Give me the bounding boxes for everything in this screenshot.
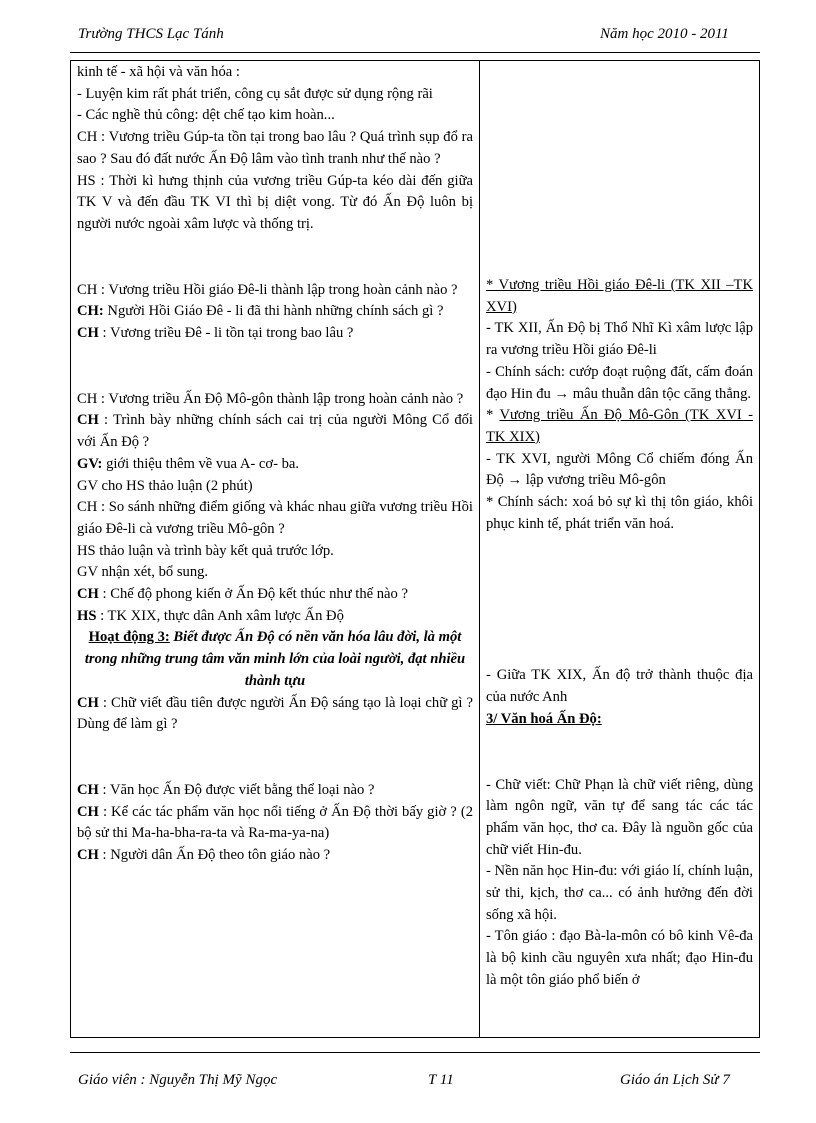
question-literature-works	[77, 802, 473, 845]
question-label: CH	[77, 803, 99, 820]
activity-objective: Biết được Ấn Độ có nền văn hóa lâu đời, là một trong những trung tâm văn minh lớn của loài người, đạt nhiều thành tựu	[84, 629, 466, 689]
literature-note: - Nền năn học Hin-đu: với giáo lí, chính luận, sử thi, kịch, thơ ca... có ảnh hưởng đến đời sống xã hội.	[486, 863, 753, 923]
student-answer-colonial	[77, 606, 473, 628]
teacher-discussion: GV cho HS thảo luận (2 phút)	[77, 477, 253, 494]
mughal-heading-text: Vương triều Ấn Độ Mô-Gôn (TK XVI - TK XIX)	[486, 407, 754, 445]
left-column	[71, 61, 480, 1038]
question-text: : Kể các tác phẩm văn học nổi tiếng ở Ấn Độ thời bấy giờ ? (2 bộ sử thi Ma-ha-bha-ra-ta và Ra-ma-ya-na)	[77, 803, 473, 842]
bullet-star: *	[486, 407, 500, 424]
question-label: CH	[77, 586, 99, 603]
student-text: : TK XIX, thực dân Anh xâm lược Ấn Độ	[96, 607, 344, 624]
question-label: CH	[77, 847, 99, 864]
question-gupta-duration: CH : Vương triều Gúp-ta tồn tại trong bao lâu ? Quá trình sụp đổ ra sao ? Sau đó đất nước Ấn Độ lâm vào tình tranh như thế nào ?	[77, 129, 473, 167]
student-discussion: HS thảo luận và trình bày kết quả trước lớp.	[77, 542, 334, 559]
question-text: : Người dân Ấn Độ theo tôn giáo nào ?	[98, 847, 331, 864]
mughal-policy-note: * Chính sách: xoá bỏ sự kì thị tôn giáo, khôi phục kinh tế, phát triển văn hoá.	[486, 494, 753, 532]
question-label: CH	[77, 325, 99, 342]
header-year: Năm học 2010 - 2011	[600, 26, 729, 42]
question-mughal-founding: CH : Vương triều Ấn Độ Mô-gôn thành lập trong hoàn cảnh nào ?	[77, 390, 464, 407]
footer-teacher: Giáo viên : Nguyễn Thị Mỹ Ngọc	[78, 1072, 278, 1088]
deli-founding-note: - TK XII, Ấn Độ bị Thổ Nhĩ Kì xâm lược lập ra vương triều Hồi giáo Đê-li	[486, 320, 753, 359]
section-mughal-heading	[486, 405, 753, 448]
header-school: Trường THCS Lạc Tánh	[78, 26, 224, 42]
question-label: CH:	[77, 303, 104, 320]
question-text: : Chữ viết đầu tiên được người Ấn Độ sáng tạo là loại chữ gì ? Dùng để làm gì ?	[77, 694, 473, 733]
section-deli-heading: * Vương triều Hồi giáo Đê-li (TK XII –TK XVI)	[486, 277, 753, 315]
question-text: : Vương triều Đê - li tồn tại trong bao lâu ?	[98, 325, 354, 342]
question-text: : Trình bày những chính sách cai trị của người Mông Cổ đối với Ấn Độ ?	[77, 412, 473, 451]
question-feudal-end	[77, 584, 473, 606]
answer-gupta-decline: HS : Thời kì hưng thịnh của vương triều Gúp-ta kéo dài đến giữa TK V và đến đầu TK VI thì bị diệt vong. Từ đó Ấn Độ luôn bị người nước ngoài xâm lược và thống trị.	[77, 172, 473, 232]
religion-note: - Tôn giáo : đạo Bà-la-môn có bô kinh Vê-đa là bộ kinh cầu nguyên xưa nhất; đạo Hin-đu là một tôn giáo phổ biến ở	[486, 928, 753, 988]
question-label: CH	[77, 694, 99, 711]
script-note: - Chữ viết: Chữ Phạn là chữ viết riêng, dùng làm ngôn ngữ, văn tự để sang tác các tác phẩm văn học, thơ ca. Đây là nguồn gốc của chữ viết Hin-đu.	[486, 776, 753, 858]
left-line-2: - Luyện kim rất phát triển, công cụ sắt được sử dụng rộng rãi	[77, 85, 433, 102]
question-compare: CH : So sánh những điểm giống và khác nhau giữa vương triều Hồi giáo Đê-li cà vương triều Mô-gôn ?	[77, 499, 473, 537]
mughal-founding-note: - TK XVI, người Mông Cổ chiếm đóng Ấn Độ → lập vương triều Mô-gôn	[486, 450, 753, 489]
footer-rule	[70, 1052, 760, 1053]
question-mughal-policy	[77, 410, 473, 453]
teacher-review: GV nhận xét, bổ sung.	[77, 564, 209, 581]
question-script	[77, 693, 473, 736]
teacher-text: giới thiệu thêm về vua A- cơ- ba.	[102, 455, 300, 472]
lesson-table	[70, 60, 760, 1038]
teacher-label: GV:	[77, 455, 103, 472]
right-column	[480, 61, 760, 1038]
deli-policy-note: - Chính sách: cướp đoạt ruộng đất, cấm đoán đạo Hin đu → mâu thuẫn dân tộc căng thẳng.	[486, 363, 753, 402]
left-line-3: - Các nghề thủ công: dệt chế tạo kim hoàn...	[77, 107, 335, 124]
activity-3-heading	[77, 627, 473, 692]
question-literature-genre	[77, 780, 473, 802]
student-label: HS	[77, 607, 97, 624]
footer-subject: Giáo án Lịch Sử 7	[620, 1072, 730, 1088]
question-text: : Văn học Ấn Độ được viết bằng thể loại nào ?	[98, 781, 375, 798]
question-deli-duration	[77, 323, 473, 345]
question-religion	[77, 845, 473, 867]
colonial-note: - Giữa TK XIX, Ấn độ trở thành thuộc địa của nước Anh	[486, 667, 753, 706]
question-label: CH	[77, 412, 99, 429]
question-label: CH	[77, 781, 99, 798]
section-culture-heading: 3/ Văn hoá Ấn Độ:	[486, 710, 602, 727]
header-rule	[70, 52, 760, 53]
question-text: : Chế độ phong kiến ở Ấn Độ kết thúc như thế nào ?	[98, 586, 408, 603]
teacher-note-akbar	[77, 454, 473, 476]
question-deli-policy	[77, 301, 473, 323]
footer-page-number: T 11	[428, 1072, 454, 1088]
activity-label: Hoạt động 3:	[88, 629, 170, 646]
question-text: Người Hồi Giáo Đê - li đã thi hành những chính sách gì ?	[103, 303, 444, 320]
question-deli-founding: CH : Vương triều Hồi giáo Đê-li thành lập trong hoàn cảnh nào ?	[77, 281, 458, 298]
left-line-1: kinh tế - xã hội và văn hóa :	[77, 64, 240, 80]
